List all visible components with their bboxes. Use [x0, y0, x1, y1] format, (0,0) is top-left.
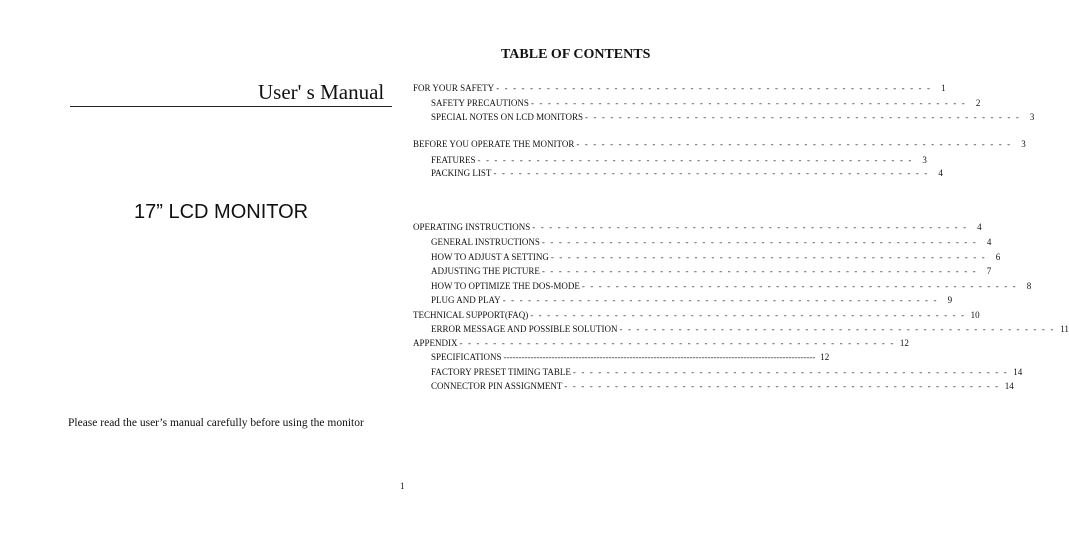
- toc-leader-dots: - - - - - - - - - - - - - - - - - - - - - - - - - - - - - - - - - - - - - - - - - - - - - - - - - - - -: [581, 281, 1018, 291]
- toc-leader-dots: - - - - - - - - - - - - - - - - - - - - - - - - - - - - - - - - - - - - - - - - - - - - - - - - - - - -: [585, 112, 1021, 122]
- toc-entry-label: SAFETY PRECAUTIONS: [431, 98, 529, 108]
- toc-leader-dots: - - - - - - - - - - - - - - - - - - - - - - - - - - - - - - - - - - - - - - - - - - - - - - - - - - - -: [550, 252, 987, 262]
- toc-entry-label: HOW TO ADJUST A SETTING: [431, 252, 549, 262]
- page-number: 1: [400, 481, 405, 491]
- toc-entry-error-message: [431, 323, 1069, 335]
- toc-entry-page: 9: [947, 295, 953, 305]
- toc-entry-plug-and-play: [431, 294, 953, 306]
- toc-entry-label: PLUG AND PLAY: [431, 295, 501, 305]
- toc-entry-general-instructions: [431, 236, 992, 248]
- toc-entry-page: 4: [986, 237, 992, 247]
- toc-entry-label: SPECIAL NOTES ON LCD MONITORS: [431, 112, 584, 122]
- toc-entry-page: 3: [922, 155, 927, 165]
- toc-entry-label: APPENDIX: [413, 338, 458, 348]
- toc-leader-dots: - - - - - - - - - - - - - - - - - - - - - - - - - - - - - - - - - - - - - - - - - - - - - - - - - - - -: [530, 310, 966, 320]
- toc-entry-label: GENERAL INSTRUCTIONS: [431, 237, 540, 247]
- toc-entry-label: ADJUSTING THE PICTURE: [431, 266, 540, 276]
- toc-entry-page: 4: [977, 222, 982, 232]
- toc-leader-dots: - - - - - - - - - - - - - - - - - - - - - - - - - - - - - - - - - - - - - - - - - - - - - - - - - - - -: [459, 338, 895, 348]
- toc-entry-page: 8: [1026, 281, 1032, 291]
- toc-leader-dots: - - - - - - - - - - - - - - - - - - - - - - - - - - - - - - - - - - - - - - - - - - - - - - - - - - - -: [541, 266, 978, 276]
- toc-entry-dos-mode: [431, 280, 1032, 292]
- toc-entry-page: 6: [995, 252, 1001, 262]
- toc-entry-label: PACKING LIST: [431, 168, 492, 178]
- toc-entry-page: 12: [820, 352, 830, 362]
- toc-entry-page: 10: [970, 310, 980, 320]
- toc-entry-label: TECHNICAL SUPPORT(FAQ): [413, 310, 529, 320]
- toc-entry-page: 2: [975, 98, 981, 108]
- toc-leader-dots: - - - - - - - - - - - - - - - - - - - - - - - - - - - - - - - - - - - - - - - - - - - - - - - - - - - -: [496, 83, 932, 93]
- toc-entry-technical-support: [413, 309, 980, 321]
- toc-entry-label: FACTORY PRESET TIMING TABLE: [431, 367, 571, 377]
- toc-entry-label: SPECIFICATIONS: [431, 352, 502, 362]
- toc-entry-appendix: [413, 337, 909, 349]
- toc-entry-safety-precautions: [431, 97, 981, 109]
- toc-entry-connector-pin: [431, 380, 1014, 392]
- toc-entry-label: FEATURES: [431, 155, 476, 165]
- toc-entry-label: FOR YOUR SAFETY: [413, 83, 495, 93]
- toc-leader-dots: - - - - - - - - - - - - - - - - - - - - - - - - - - - - - - - - - - - - - - - - - - - - - - - - - - - -: [572, 367, 1009, 377]
- toc-leader-dots: --------------------------------------------------------------------------------------------------------: [503, 352, 816, 362]
- toc-leader-dots: - - - - - - - - - - - - - - - - - - - - - - - - - - - - - - - - - - - - - - - - - - - - - - - - - - - -: [493, 168, 929, 178]
- toc-entry-for-your-safety: [413, 82, 946, 94]
- toc-leader-dots: - - - - - - - - - - - - - - - - - - - - - - - - - - - - - - - - - - - - - - - - - - - - - - - - - - - -: [541, 237, 978, 247]
- toc-leader-dots: - - - - - - - - - - - - - - - - - - - - - - - - - - - - - - - - - - - - - - - - - - - - - - - - - - - -: [564, 381, 1000, 391]
- toc-entry-factory-timing: [431, 366, 1023, 378]
- toc-entry-page: 14: [1004, 381, 1014, 391]
- product-title: 17” LCD MONITOR: [134, 201, 309, 223]
- toc-entry-page: 1: [941, 83, 946, 93]
- read-manual-note: Please read the user’s manual carefully before using the monitor: [68, 417, 364, 429]
- toc-entry-special-notes: [431, 111, 1035, 123]
- toc-entry-page: 3: [1021, 139, 1026, 149]
- manual-title: User' s Manual: [258, 80, 385, 104]
- toc-leader-dots: - - - - - - - - - - - - - - - - - - - - - - - - - - - - - - - - - - - - - - - - - - - - - - - - - - - -: [576, 139, 1012, 149]
- toc-entry-page: 12: [899, 338, 909, 348]
- toc-entry-label: BEFORE YOU OPERATE THE MONITOR: [413, 139, 575, 149]
- toc-entry-before-you-operate: [413, 138, 1026, 150]
- toc-entry-page: 3: [1029, 112, 1035, 122]
- toc-entry-page: 7: [986, 266, 992, 276]
- toc-entry-specifications: [431, 351, 830, 363]
- toc-entry-label: ERROR MESSAGE AND POSSIBLE SOLUTION: [431, 324, 618, 334]
- toc-entry-adjust-setting: [431, 251, 1001, 263]
- toc-entry-page: 4: [938, 168, 943, 178]
- toc-leader-dots: - - - - - - - - - - - - - - - - - - - - - - - - - - - - - - - - - - - - - - - - - - - - - - - - - - - -: [477, 155, 913, 165]
- toc-entry-label: HOW TO OPTIMIZE THE DOS-MODE: [431, 281, 580, 291]
- toc-entry-page: 14: [1013, 367, 1023, 377]
- toc-leader-dots: - - - - - - - - - - - - - - - - - - - - - - - - - - - - - - - - - - - - - - - - - - - - - - - - - - - -: [532, 222, 968, 232]
- toc-leader-dots: - - - - - - - - - - - - - - - - - - - - - - - - - - - - - - - - - - - - - - - - - - - - - - - - - - - -: [502, 295, 939, 305]
- toc-entry-page: 11: [1060, 324, 1069, 334]
- toc-entry-label: CONNECTOR PIN ASSIGNMENT: [431, 381, 563, 391]
- toc-heading: TABLE OF CONTENTS: [501, 47, 651, 62]
- toc-entry-packing-list: [431, 167, 943, 179]
- toc-entry-adjusting-picture: [431, 265, 992, 277]
- toc-entry-features: [431, 154, 927, 166]
- toc-entry-label: OPERATING INSTRUCTIONS: [413, 222, 531, 232]
- toc-entry-operating-instructions: [413, 221, 982, 233]
- toc-leader-dots: - - - - - - - - - - - - - - - - - - - - - - - - - - - - - - - - - - - - - - - - - - - - - - - - - - - -: [619, 324, 1055, 334]
- toc-leader-dots: - - - - - - - - - - - - - - - - - - - - - - - - - - - - - - - - - - - - - - - - - - - - - - - - - - - -: [530, 98, 967, 108]
- title-underline: [70, 106, 392, 107]
